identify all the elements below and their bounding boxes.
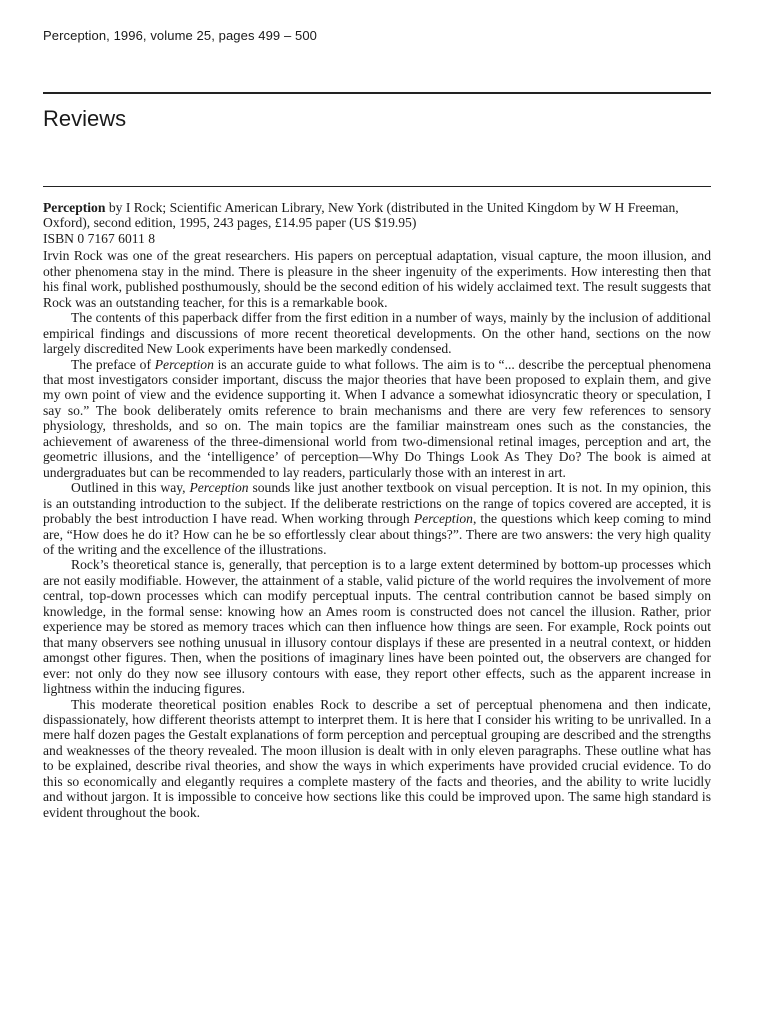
header-rule	[43, 92, 711, 94]
citation-details: by I Rock; Scientific American Library, New York (distributed in the United Kingdom by W H Freeman, Oxford), second edition, 1995, 243 pages, £14.95 paper (US $19.95)	[43, 200, 679, 231]
paragraph-4-book-title-1: Perception	[189, 480, 249, 496]
book-citation	[43, 200, 711, 246]
book-title: Perception	[43, 200, 106, 215]
review-article	[43, 200, 711, 820]
journal-header: Perception, 1996, volume 25, pages 499 – 500	[43, 28, 317, 43]
review-body	[43, 248, 711, 820]
paragraph-1: Irvin Rock was one of the great researchers. His papers on perceptual adaptation, visual capture, the moon illusion, and other phenomena stay in the mind. There is pleasure in the sheer ingenuity of the experiments. How interesting then that his final work, published posthumously, should be the second edition of his widely acclaimed text. The result suggests that Rock was an outstanding teacher, for this is a remarkable book.	[43, 248, 711, 310]
section-title: Reviews	[43, 106, 127, 131]
paragraph-2: The contents of this paperback differ from the first edition in a number of ways, mainly by the inclusion of additional empirical findings and discussions of more recent theoretical developments. On the other hand, sections on the now largely discredited New Look experiments have been markedly condensed.	[43, 310, 711, 357]
paragraph-4-text-a: Outlined in this way,	[71, 480, 190, 496]
paragraph-4-book-title-2: Perception	[413, 511, 473, 527]
paragraph-4-text-b: sounds like just another textbook on visual perception. It is not. In my opinion, this is an outstanding introduction to the subject. If the deliberate restrictions on the range of topics covered are accepted, it is probably the best introduction I have read. When working through	[43, 480, 711, 527]
paragraph-3-book-title: Perception	[154, 356, 214, 372]
paragraph-4	[43, 480, 711, 557]
section-rule	[43, 186, 711, 187]
paragraph-6: This moderate theoretical position enables Rock to describe a set of perceptual phenomena and then indicate, dispassionately, how different theorists attempt to interpret them. It is here that I consider his writing to be unrivalled. In a mere half dozen pages the Gestalt explanations of form perception and perceptual grouping are described and the strengths and weaknesses of the theory revealed. The moon illusion is dealt with in only eleven paragraphs. These outline what has to be explained, describe rival theories, and show the ways in which experiments have provided crucial evidence. To do this so economically and elegantly requires a complete mastery of the facts and theories, and the ability to write lucidly and without jargon. It is impossible to conceive how sections like this could be improved upon. The same high standard is evident throughout the book.	[43, 696, 711, 820]
paragraph-3-text-a: The preface of	[71, 356, 155, 372]
paragraph-3	[43, 357, 711, 481]
paragraph-3-text-b: is an accurate guide to what follows. The aim is to “... describe the perceptual phenomena that most investigators consider important, discuss the major theories that have been proposed to explain them, and give my own point of view and the evidence supporting it. When I advance a somewhat idiosyncratic theory or speculation, I say so.” The book deliberately omits reference to brain mechanisms and there are very few references to sensory physiology, thresholds, and so on. The main topics are the familiar mainstream ones such as the constancies, the achievement of awareness of the three-dimensional world from two-dimensional retinal images, perception and art, the geometric illusions, and the ‘intelligence’ of perception—Why Do Things Look As They Do? The book is aimed at undergraduates but can be recommended to lay readers, particularly those with an interest in art.	[43, 356, 711, 480]
paragraph-4-text-c: , the questions which keep coming to mind are, “How does he do it? How can he be so effortlessly clear about things?”. There are two answers: the very high quality of the writing and the excellence of the illustrations.	[43, 511, 712, 557]
isbn: ISBN 0 7167 6011 8	[43, 230, 156, 246]
paragraph-5: Rock’s theoretical stance is, generally, that perception is to a large extent determined by bottom-up processes which are not easily modifiable. However, the attainment of a stable, valid picture of the world requires the involvement of more central, top-down processes which can modify perceptual inputs. The central contribution cannot be based simply on knowledge, in the formal sense: knowing how an Ames room is constructed does not cancel the illusion. Rather, prior experience may be stored as memory traces which can then influence how things are seen. For example, Rock points out that many observers see nothing unusual in illusory contour displays if these are presented in a neutral context, or hidden amongst other figures. Then, when the positions of imaginary lines have been pointed out, the observers are changed for ever: not only do they now see illusory contours with ease, they report other effects, such as the apparent increase in lightness within the inducing figures.	[43, 557, 711, 697]
